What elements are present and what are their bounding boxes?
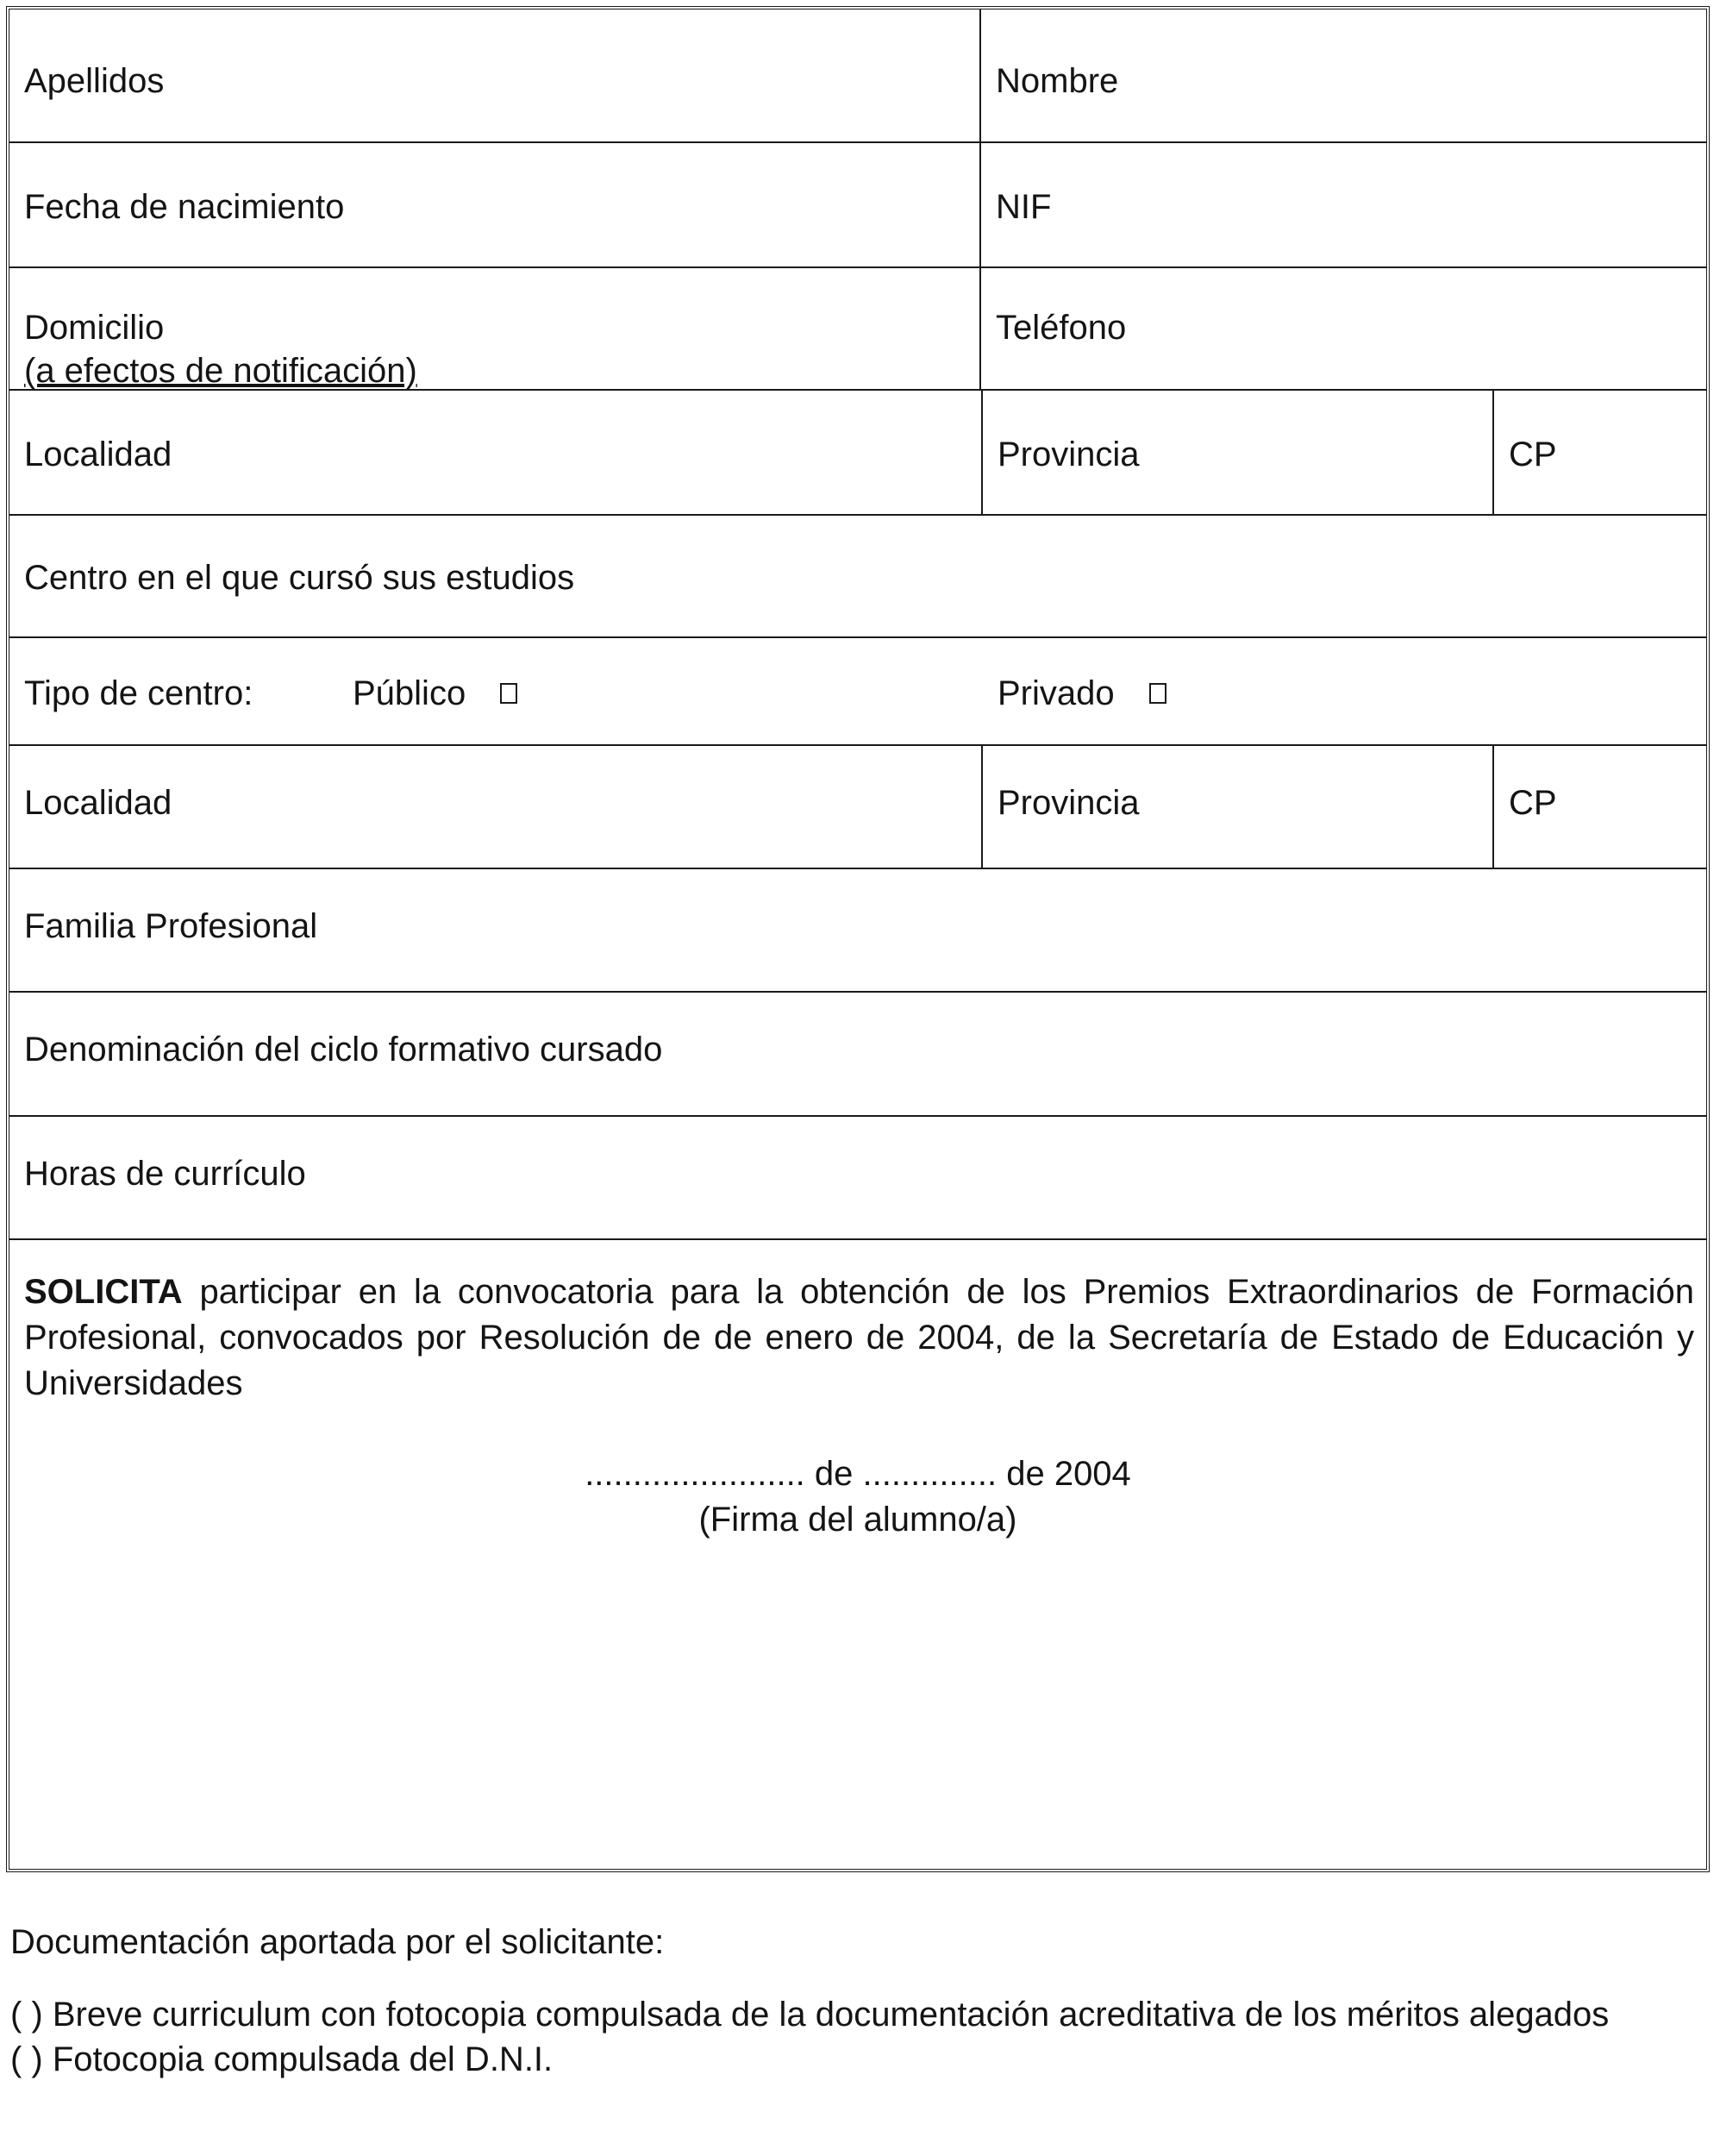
row-domicilio-telefono xyxy=(9,268,1706,391)
centro-label: Centro en el que cursó sus estudios xyxy=(24,559,575,597)
documentation-heading: Documentación aportada por el solicitante: xyxy=(10,1923,665,1961)
localidad-label-2: Localidad xyxy=(24,784,172,822)
row-localidad-2 xyxy=(9,746,1706,869)
cp-field-2[interactable] xyxy=(1492,746,1706,868)
documentation-item[interactable]: ( ) Breve curriculum con fotocopia compulsada de la documentación acreditativa de los méritos alegados xyxy=(10,1996,1610,2034)
apellidos-field[interactable] xyxy=(9,9,979,141)
row-tipo-centro xyxy=(9,638,1706,746)
publico-checkbox[interactable] xyxy=(500,683,517,704)
publico-label: Público xyxy=(353,674,466,712)
row-familia xyxy=(9,869,1706,993)
provincia-label-2: Provincia xyxy=(998,784,1140,822)
signature-block[interactable] xyxy=(9,1451,1706,1543)
date-line: ....................... de .............. de 2004 xyxy=(585,1455,1131,1493)
row-fecha-nif xyxy=(9,143,1706,268)
provincia-label-1: Provincia xyxy=(998,436,1140,473)
nif-field[interactable] xyxy=(979,143,1706,266)
publico-option[interactable] xyxy=(353,671,517,716)
domicilio-field[interactable] xyxy=(9,268,979,389)
nif-label: NIF xyxy=(996,188,1052,226)
horas-label: Horas de currículo xyxy=(24,1155,306,1193)
tipo-centro-label: Tipo de centro: xyxy=(24,674,253,712)
familia-field[interactable] xyxy=(9,869,1706,991)
documentation-section xyxy=(10,1920,1710,2082)
row-solicita xyxy=(9,1240,1706,1869)
ciclo-label: Denominación del ciclo formativo cursado xyxy=(24,1031,663,1069)
privado-option[interactable] xyxy=(998,671,1166,716)
nombre-field[interactable] xyxy=(979,9,1706,141)
documentation-item[interactable]: ( ) Fotocopia compulsada del D.N.I. xyxy=(10,2040,554,2078)
localidad-label-1: Localidad xyxy=(24,436,172,473)
row-apellidos-nombre xyxy=(9,9,1706,143)
localidad-field-1[interactable] xyxy=(9,391,981,514)
familia-label: Familia Profesional xyxy=(24,907,318,945)
row-localidad-1 xyxy=(9,391,1706,516)
solicita-paragraph xyxy=(24,1269,1694,1407)
telefono-label: Teléfono xyxy=(996,309,1127,347)
row-ciclo xyxy=(9,993,1706,1117)
row-horas xyxy=(9,1117,1706,1240)
cp-field-1[interactable] xyxy=(1492,391,1706,514)
application-form xyxy=(6,6,1710,1872)
horas-field[interactable] xyxy=(9,1117,1706,1238)
firma-label: (Firma del alumno/a) xyxy=(698,1501,1017,1539)
fecha-nacimiento-field[interactable] xyxy=(9,143,979,266)
fecha-nacimiento-label: Fecha de nacimiento xyxy=(24,188,345,226)
cp-label-2: CP xyxy=(1509,784,1557,822)
privado-label: Privado xyxy=(998,674,1115,712)
centro-field[interactable] xyxy=(9,516,1706,636)
localidad-field-2[interactable] xyxy=(9,746,981,868)
cp-label-1: CP xyxy=(1509,436,1557,473)
spacer xyxy=(10,1965,1710,1992)
provincia-field-1[interactable] xyxy=(981,391,1492,514)
provincia-field-2[interactable] xyxy=(981,746,1492,868)
privado-checkbox[interactable] xyxy=(1149,683,1166,704)
domicilio-note: (a efectos de notificación) xyxy=(24,352,417,390)
solicita-text: participar en la convocatoria para la obtención de los Premios Extraordinarios de Formación Profesional, convocados por Resolución de de enero de 2004, de la Secretaría de Estado de Educación y Universidades xyxy=(24,1273,1694,1402)
domicilio-label: Domicilio xyxy=(24,309,165,347)
telefono-field[interactable] xyxy=(979,268,1706,389)
nombre-label: Nombre xyxy=(996,62,1119,100)
apellidos-label: Apellidos xyxy=(24,62,165,100)
solicita-keyword: SOLICITA xyxy=(24,1273,183,1311)
ciclo-field[interactable] xyxy=(9,993,1706,1115)
row-centro xyxy=(9,516,1706,638)
